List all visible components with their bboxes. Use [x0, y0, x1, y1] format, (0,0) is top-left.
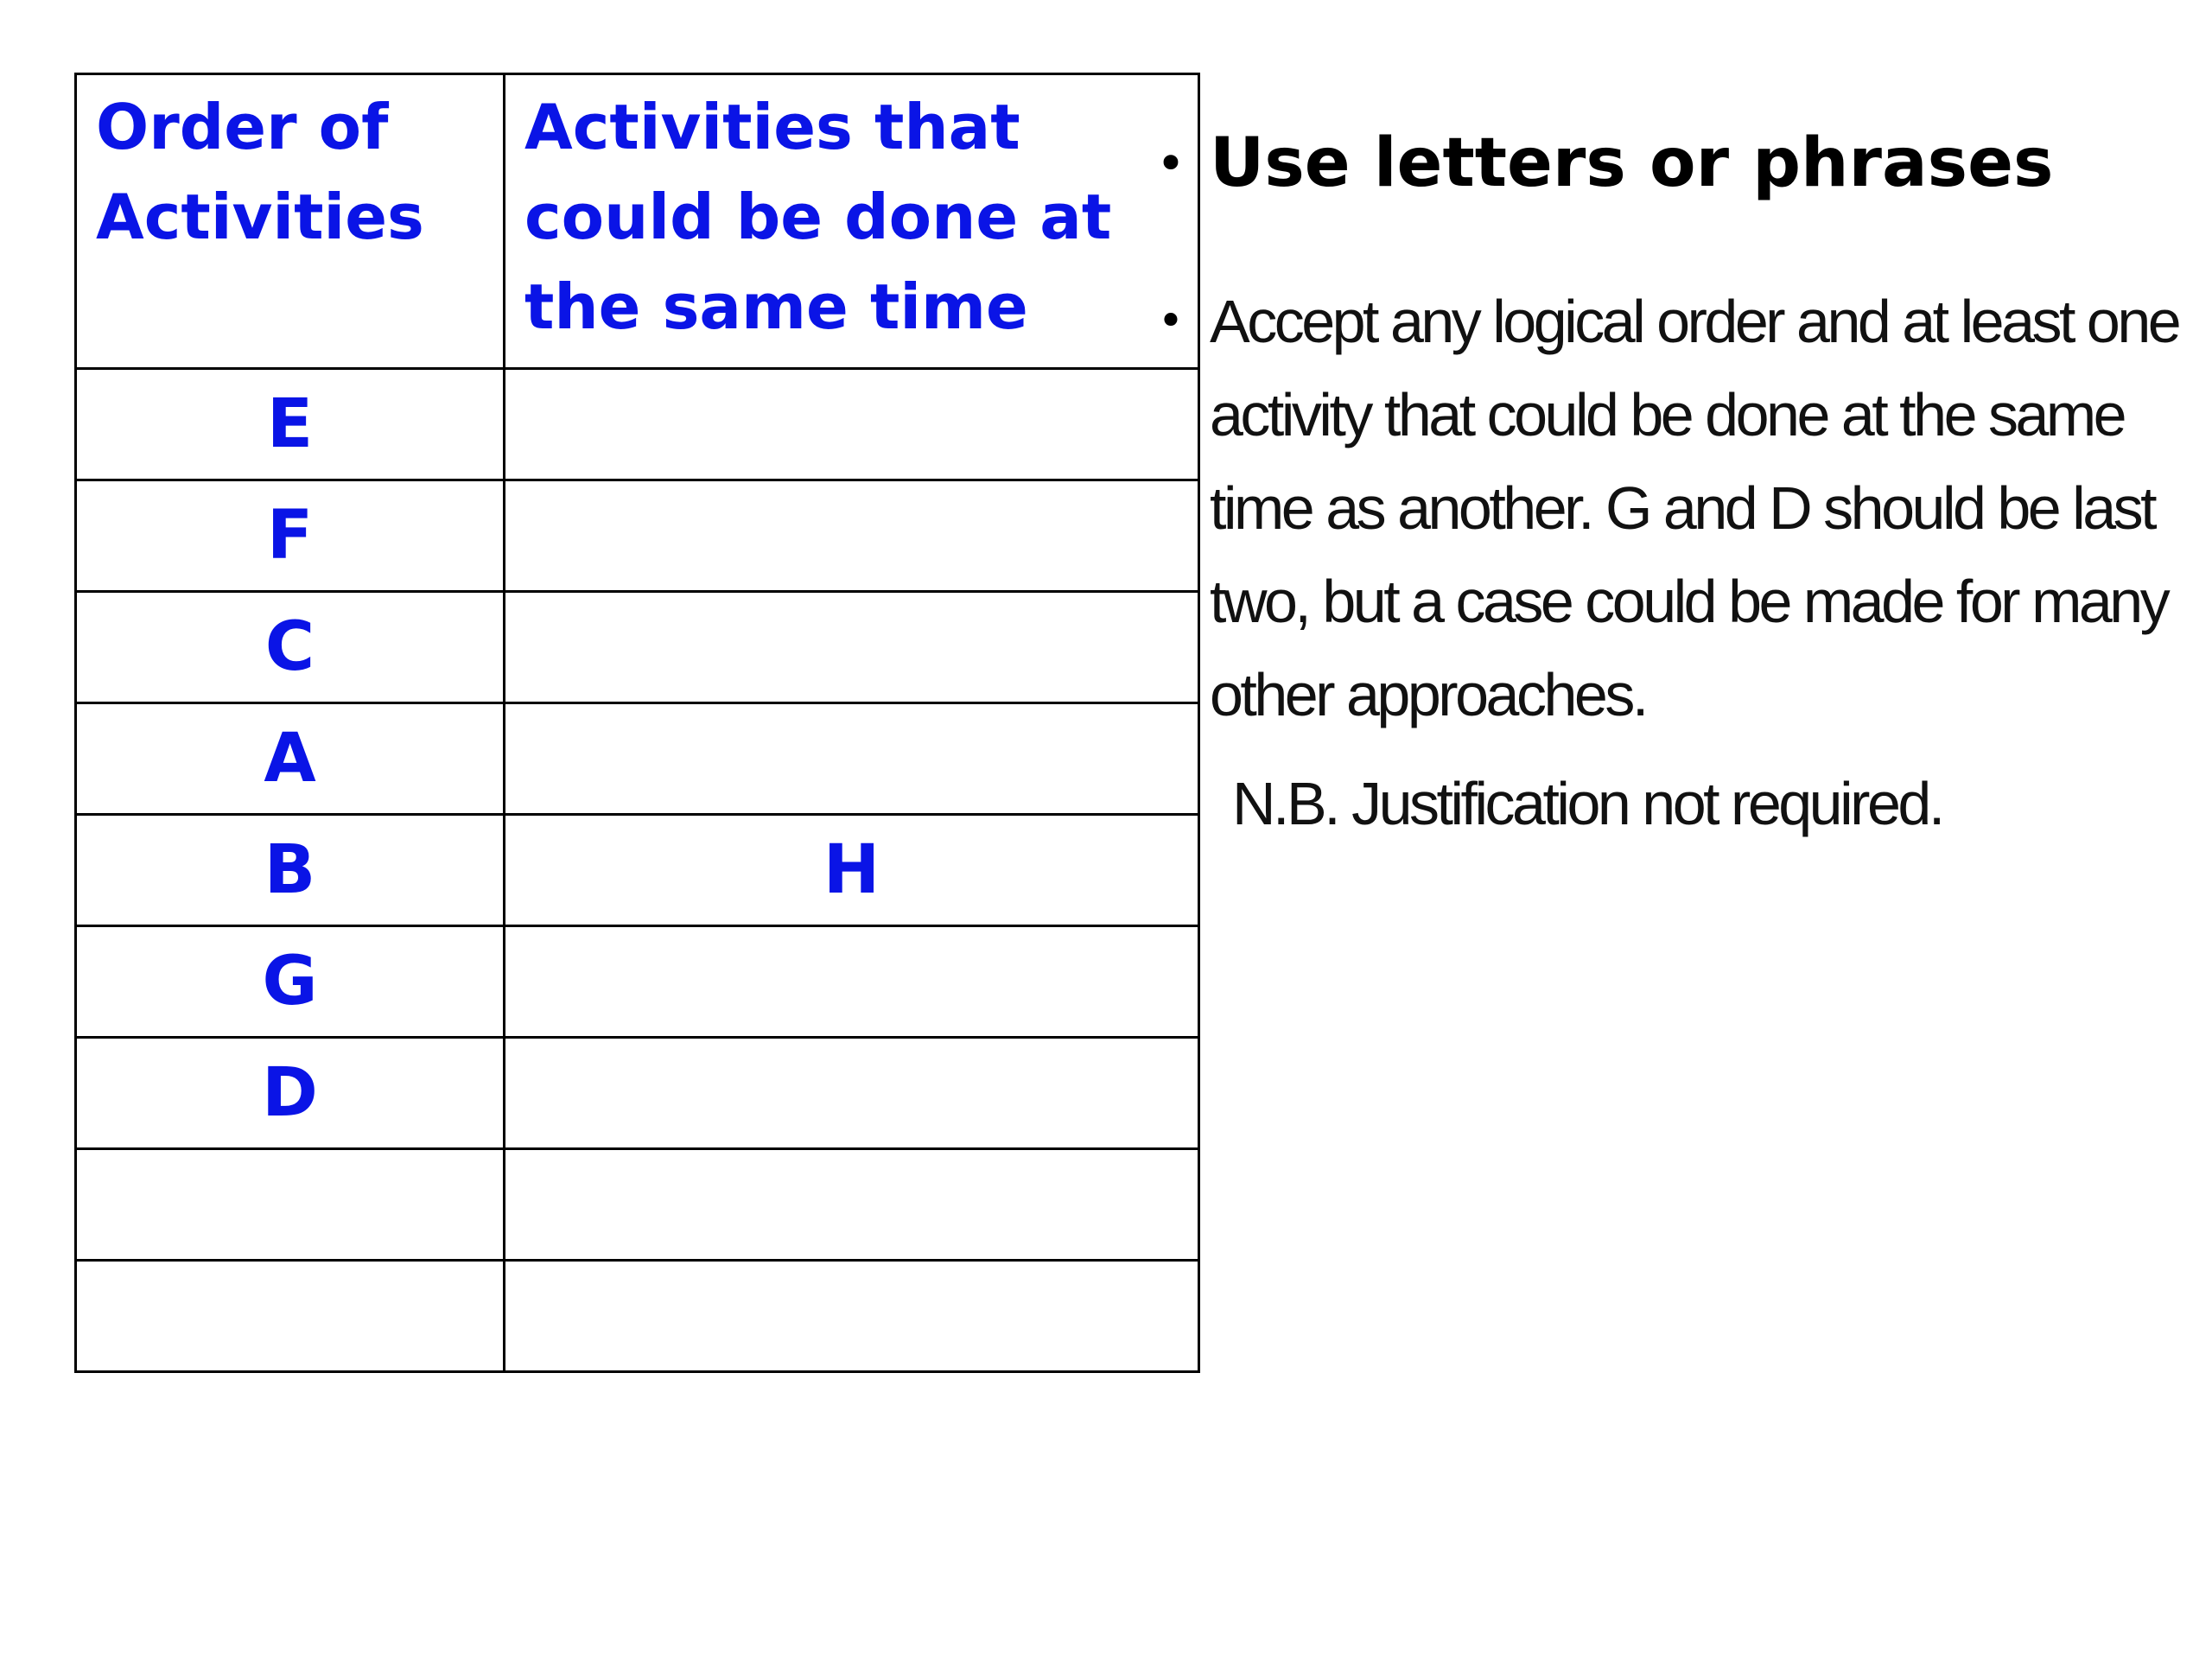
same-time-cell — [505, 369, 1199, 480]
table-row — [76, 1149, 1199, 1261]
same-time-cell — [505, 480, 1199, 592]
note-item-secondary — [1132, 275, 2203, 741]
same-time-cell — [505, 926, 1199, 1038]
same-time-cell — [505, 592, 1199, 703]
same-time-cell — [505, 703, 1199, 815]
table-header-row — [76, 74, 1199, 369]
table-row — [76, 1038, 1199, 1149]
note-secondary-text: Accept any logical order and at least one activity that could be done at the same time as another. G and D should be last two, but a case could be made for many other approaches. — [1210, 288, 2179, 728]
activity-order-table — [74, 73, 1200, 1373]
table-row — [76, 1261, 1199, 1372]
header-order-of-activities: Order of Activities — [76, 74, 505, 369]
table-row — [76, 703, 1199, 815]
nb-note: N.B. Justification not required. — [1232, 770, 1942, 837]
order-cell — [76, 1149, 505, 1261]
marking-notes — [1132, 104, 2203, 845]
order-cell: B — [76, 815, 505, 926]
bullet-icon: • — [1155, 134, 1186, 193]
order-cell: A — [76, 703, 505, 815]
same-time-cell — [505, 1038, 1199, 1149]
order-cell: C — [76, 592, 505, 703]
same-time-cell — [505, 1261, 1199, 1372]
same-time-cell — [505, 1149, 1199, 1261]
note-primary-text: Use letters or phrases — [1210, 124, 2054, 202]
note-item-primary — [1132, 104, 2203, 223]
header-same-time-activities: Activities that could be done at the same time — [505, 74, 1199, 369]
order-cell: F — [76, 480, 505, 592]
order-cell — [76, 1261, 505, 1372]
order-cell: D — [76, 1038, 505, 1149]
bullet-icon: • — [1157, 296, 1185, 347]
table-row — [76, 815, 1199, 926]
table-row — [76, 480, 1199, 592]
order-cell: E — [76, 369, 505, 480]
table-row — [76, 926, 1199, 1038]
same-time-cell: H — [505, 815, 1199, 926]
order-cell: G — [76, 926, 505, 1038]
table-row — [76, 592, 1199, 703]
table-row — [76, 369, 1199, 480]
